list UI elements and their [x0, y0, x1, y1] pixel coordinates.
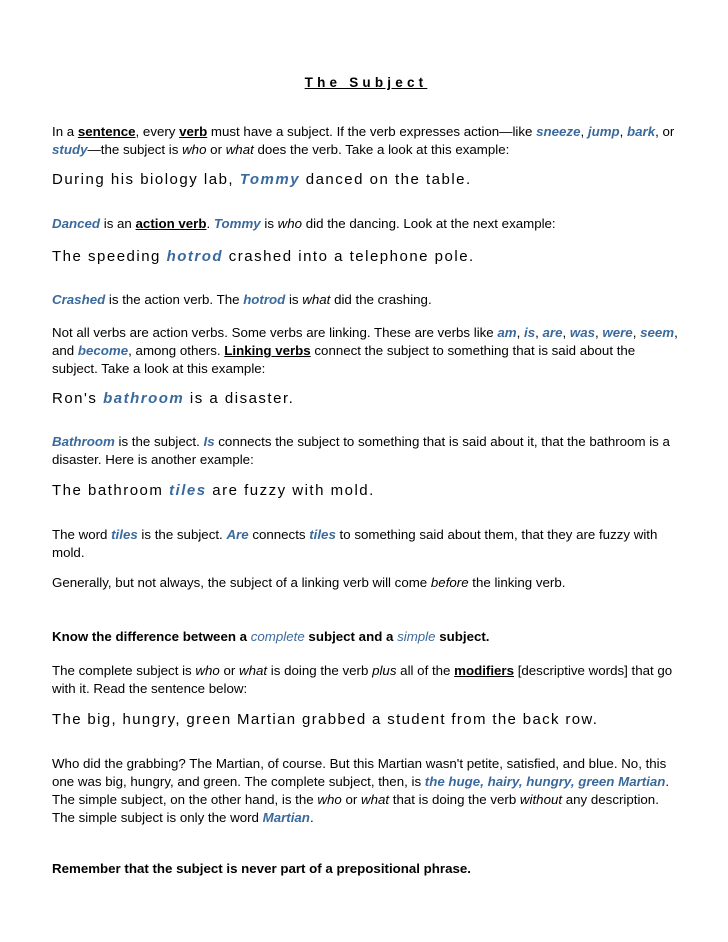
- emphasis-who: who: [277, 216, 303, 231]
- text: ,: [516, 325, 525, 340]
- text: ,: [580, 124, 588, 139]
- paragraph-linking: [52, 324, 680, 378]
- text: or: [219, 663, 240, 678]
- verb-word: Are: [226, 527, 249, 542]
- text: Know the difference between a: [52, 629, 251, 644]
- term-modifiers: modifiers: [454, 663, 514, 678]
- text: .: [309, 810, 314, 825]
- text: is the subject.: [114, 434, 204, 449]
- text: During his biology lab,: [52, 171, 240, 188]
- text: ,: [562, 325, 570, 340]
- emphasis-who: who: [195, 663, 220, 678]
- emphasis-without: without: [519, 792, 563, 807]
- subject-word: Tommy: [239, 171, 301, 188]
- text: .: [206, 216, 214, 231]
- text: , among others.: [128, 343, 225, 358]
- subject-word: hotrod: [243, 292, 286, 307]
- emphasis-what: what: [225, 142, 254, 157]
- heading-difference: [52, 628, 680, 646]
- complete-subject: the huge, hairy, hungry, green Martian: [424, 774, 666, 789]
- text: any description. The simple subject is only the word: [52, 792, 659, 825]
- subject-word: Tommy: [213, 216, 261, 231]
- verb-word: Is: [203, 434, 215, 449]
- text: connects the subject to something that is said about it, that the bathroom is a disaster. Here is another example:: [52, 434, 670, 467]
- text: is an: [100, 216, 136, 231]
- text: that is doing the verb: [389, 792, 520, 807]
- example-word: become: [77, 343, 129, 358]
- emphasis-what: what: [360, 792, 390, 807]
- emphasis-who: who: [182, 142, 207, 157]
- subject-word: tiles: [309, 527, 336, 542]
- verb-word: Danced: [52, 216, 101, 231]
- example-sentence-3: [52, 389, 692, 409]
- paragraph-danced: [52, 215, 680, 233]
- text: or: [206, 142, 226, 157]
- example-sentence-2: [52, 247, 692, 267]
- text: , or: [655, 124, 675, 139]
- example-word: am: [497, 325, 517, 340]
- emphasis-plus: plus: [372, 663, 397, 678]
- text: danced on the table.: [300, 171, 472, 188]
- subject-word: tiles: [111, 527, 138, 542]
- text: is doing the verb: [267, 663, 373, 678]
- text: . The simple subject, on the other hand, is the: [52, 774, 670, 807]
- page-title: The Subject: [304, 75, 428, 90]
- text: The word: [52, 527, 112, 542]
- text: or: [341, 792, 361, 807]
- text: ,: [595, 325, 603, 340]
- text: subject and a: [304, 629, 398, 644]
- heading-prepositional: Remember that the subject is never part of a prepositional phrase.: [52, 861, 471, 876]
- example-word: was: [569, 325, 595, 340]
- simple-subject: Martian: [262, 810, 310, 825]
- subject-word: tiles: [169, 482, 207, 499]
- paragraph-martian: [52, 755, 680, 827]
- text: the linking verb.: [468, 575, 566, 590]
- text: crashed into a telephone pole.: [223, 248, 475, 265]
- text: did the dancing. Look at the next example:: [302, 216, 556, 231]
- text: ,: [535, 325, 543, 340]
- example-sentence-1: [52, 170, 692, 190]
- example-sentence-4: [52, 481, 692, 501]
- text: is: [260, 216, 278, 231]
- text: is the action verb. The: [105, 292, 244, 307]
- example-word: jump: [587, 124, 620, 139]
- example-word: is: [524, 325, 536, 340]
- text: to something said about them, that they are fuzzy with mold.: [52, 527, 658, 560]
- text: ,: [619, 124, 628, 139]
- text: did the crashing.: [330, 292, 432, 307]
- text: does the verb. Take a look at this example:: [253, 142, 510, 157]
- text: In a: [52, 124, 78, 139]
- paragraph-complete-subject: [52, 662, 680, 698]
- text: is: [285, 292, 303, 307]
- subject-word: Bathroom: [52, 434, 115, 449]
- emphasis-who: who: [317, 792, 342, 807]
- text: must have a subject. If the verb expresses action—like: [207, 124, 537, 139]
- term-complete: complete: [250, 629, 305, 644]
- term-action-verb: action verb: [135, 216, 207, 231]
- example-word: seem: [640, 325, 675, 340]
- text: are fuzzy with mold.: [206, 482, 375, 499]
- paragraph-crashed: [52, 291, 680, 309]
- text: Ron's: [52, 390, 104, 407]
- text: connects: [248, 527, 310, 542]
- text: Not all verbs are action verbs. Some verbs are linking. These are verbs like: [52, 325, 498, 340]
- text: connect the subject to something that is said about the subject. Take a look at this example:: [52, 343, 636, 376]
- text: The bathroom: [52, 482, 170, 499]
- text: —the subject is: [87, 142, 183, 157]
- term-simple: simple: [397, 629, 436, 644]
- emphasis-what: what: [239, 663, 268, 678]
- example-word: are: [542, 325, 563, 340]
- text: ,: [632, 325, 641, 340]
- example-word: study: [52, 142, 88, 157]
- emphasis-what: what: [302, 292, 331, 307]
- subject-word: bathroom: [103, 390, 185, 407]
- text: is the subject.: [137, 527, 227, 542]
- emphasis-before: before: [430, 575, 469, 590]
- example-word: were: [602, 325, 633, 340]
- text: Who did the grabbing? The Martian, of course. But this Martian wasn't petite, satisfied, and blue. No, this one was big, hungry, and green. The complete subject, then, is: [52, 756, 667, 789]
- text: subject.: [435, 629, 490, 644]
- example-sentence-5: The big, hungry, green Martian grabbed a student from the back row.: [52, 711, 599, 728]
- subject-word: hotrod: [166, 248, 224, 265]
- example-word: sneeze: [536, 124, 581, 139]
- paragraph-bathroom: [52, 433, 680, 469]
- text: Generally, but not always, the subject of a linking verb will come: [52, 575, 431, 590]
- paragraph-tiles: [52, 526, 680, 562]
- text: , every: [135, 124, 180, 139]
- paragraph-intro: [52, 123, 680, 159]
- paragraph-generally: [52, 574, 680, 592]
- term-linking-verbs: Linking verbs: [224, 343, 311, 358]
- term-verb: verb: [179, 124, 208, 139]
- text: , and: [52, 325, 678, 358]
- verb-word: Crashed: [52, 292, 106, 307]
- example-word: bark: [627, 124, 656, 139]
- text: all of the: [396, 663, 455, 678]
- text: The speeding: [52, 248, 167, 265]
- term-sentence: sentence: [77, 124, 136, 139]
- text: The complete subject is: [52, 663, 196, 678]
- text: [descriptive words] that go with it. Read the sentence below:: [52, 663, 673, 696]
- text: is a disaster.: [184, 390, 295, 407]
